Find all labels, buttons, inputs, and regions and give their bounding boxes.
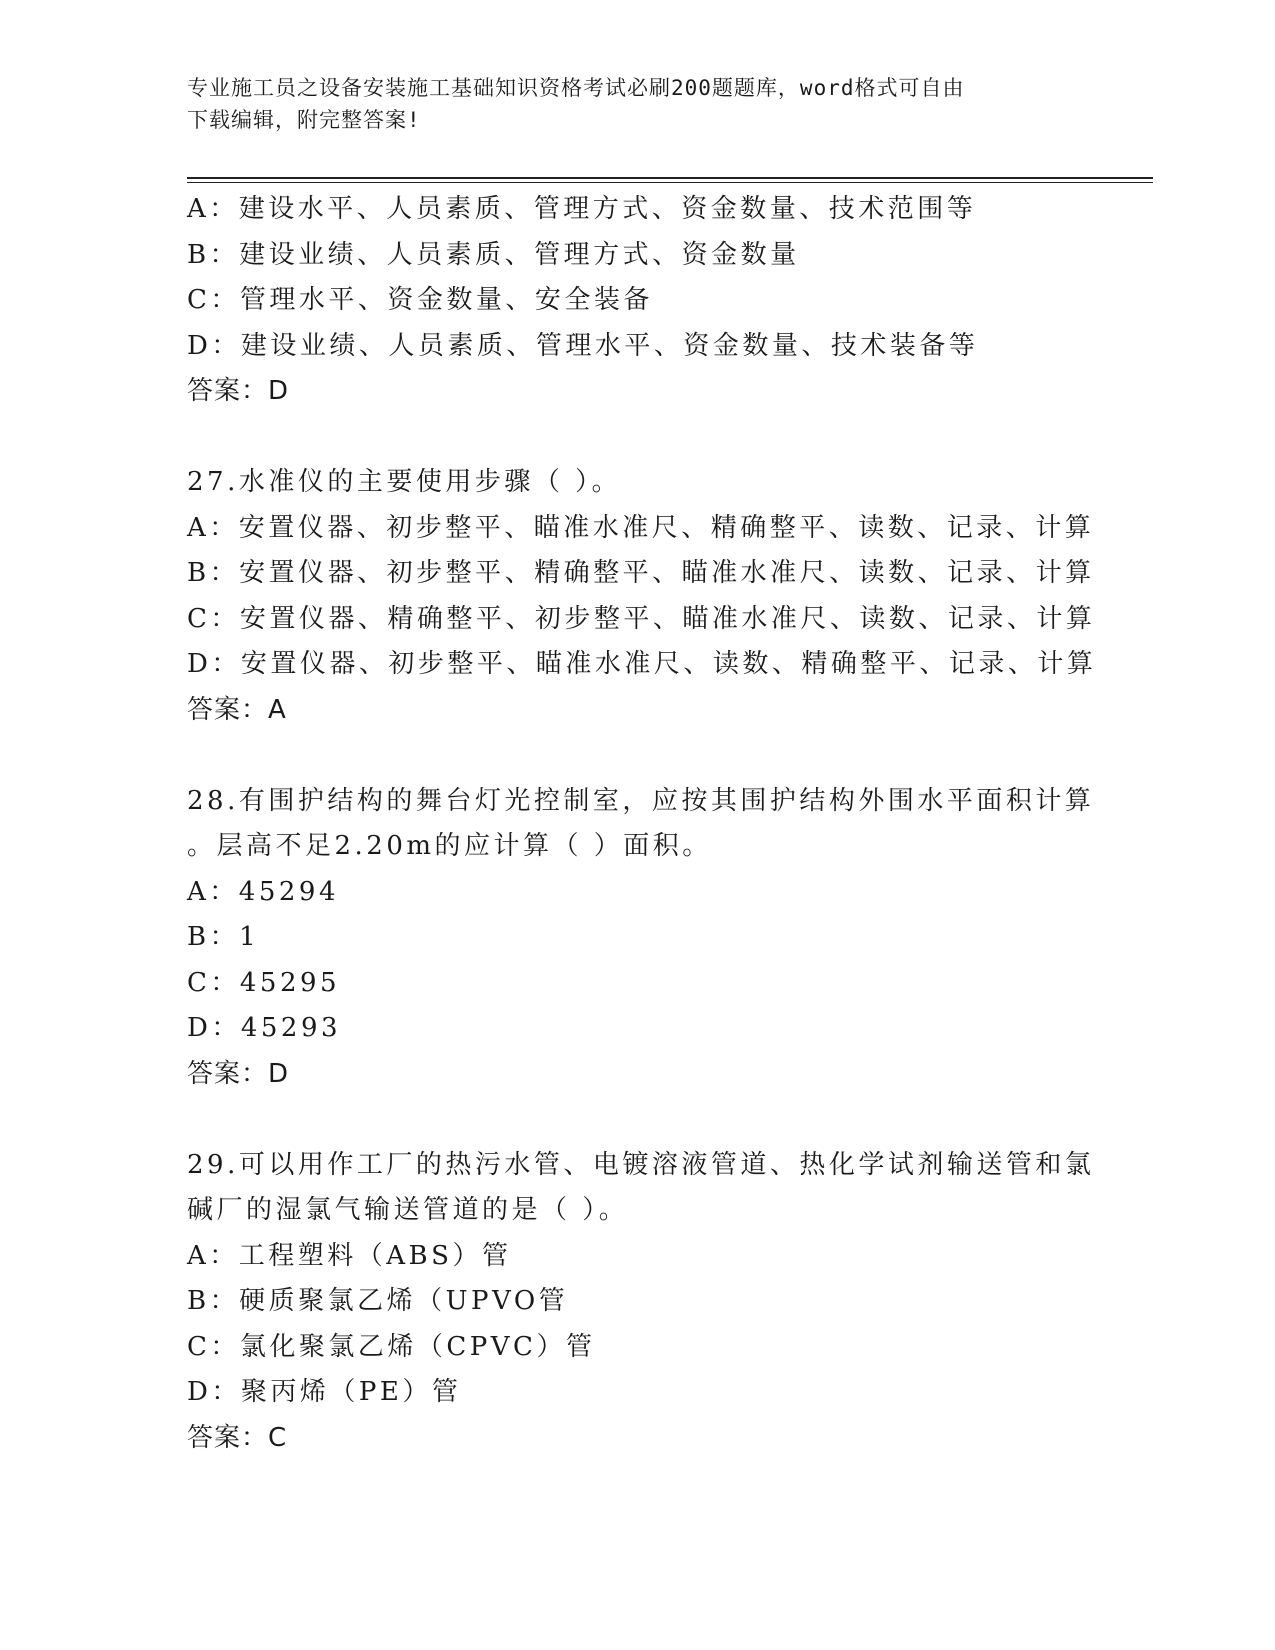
spacer — [187, 1097, 1087, 1143]
question-text-line-1: 28.有围护结构的舞台灯光控制室，应按其围护结构外围水平面积计算 — [187, 785, 1095, 816]
spacer — [187, 733, 1087, 779]
question-text-line-1: 29.可以用作工厂的热污水管、电镀溶液管道、热化学试剂输送管和氯 — [187, 1149, 1095, 1180]
option-d: D：建设业绩、人员素质、管理水平、资金数量、技术装备等 — [187, 330, 979, 361]
option-a: A：建设水平、人员素质、管理方式、资金数量、技术范围等 — [187, 194, 977, 224]
answer: 答案：D — [187, 376, 290, 406]
option-b: B：建设业绩、人员素质、管理方式、资金数量 — [187, 239, 800, 270]
question-28 — [187, 779, 1095, 1098]
option-c: C：管理水平、资金数量、安全装备 — [187, 285, 653, 315]
answer: 答案：C — [187, 1422, 288, 1453]
option-c: C：45295 — [187, 967, 341, 998]
option-d: D：聚丙烯（PE）管 — [187, 1377, 462, 1407]
answer: 答案：A — [187, 694, 287, 725]
option-a: A：工程塑料（ABS）管 — [187, 1240, 512, 1271]
option-a: A：45294 — [187, 876, 339, 907]
question-26 — [187, 187, 1087, 415]
spacer — [187, 415, 1087, 461]
option-b: B：安置仪器、初步整平、精确整平、瞄准水准尺、读数、记录、计算 — [187, 558, 1095, 588]
header-title-line-2: 下载编辑，附完整答案! — [187, 108, 421, 132]
option-c: C：氯化聚氯乙烯（CPVC）管 — [187, 1331, 596, 1362]
header-divider-thin — [187, 182, 1153, 183]
question-list — [187, 187, 1097, 1461]
answer: 答案：D — [187, 1058, 290, 1089]
header-title-line-1: 专业施工员之设备安装施工基础知识资格考试必刷200题题库，word格式可自由 — [187, 76, 965, 100]
option-d: D：安置仪器、初步整平、瞄准水准尺、读数、精确整平、记录、计算 — [187, 649, 1097, 679]
question-text: 27.水准仪的主要使用步骤（ ）。 — [187, 467, 622, 497]
question-29 — [187, 1143, 1095, 1462]
header-divider-thick — [187, 177, 1153, 179]
option-d: D：45293 — [187, 1013, 342, 1043]
option-c: C：安置仪器、精确整平、初步整平、瞄准水准尺、读数、记录、计算 — [187, 603, 1096, 634]
option-b: B：1 — [187, 922, 260, 952]
document-header — [187, 72, 1067, 136]
option-a: A：安置仪器、初步整平、瞄准水准尺、精确整平、读数、记录、计算 — [187, 512, 1095, 543]
question-text-line-2: 。层高不足2.20m的应计算（ ）面积。 — [187, 831, 712, 861]
option-b: B：硬质聚氯乙烯（UPVO管 — [187, 1286, 569, 1316]
question-27 — [187, 460, 1097, 733]
question-text-line-2: 碱厂的湿氯气输送管道的是（ ）。 — [187, 1195, 629, 1225]
